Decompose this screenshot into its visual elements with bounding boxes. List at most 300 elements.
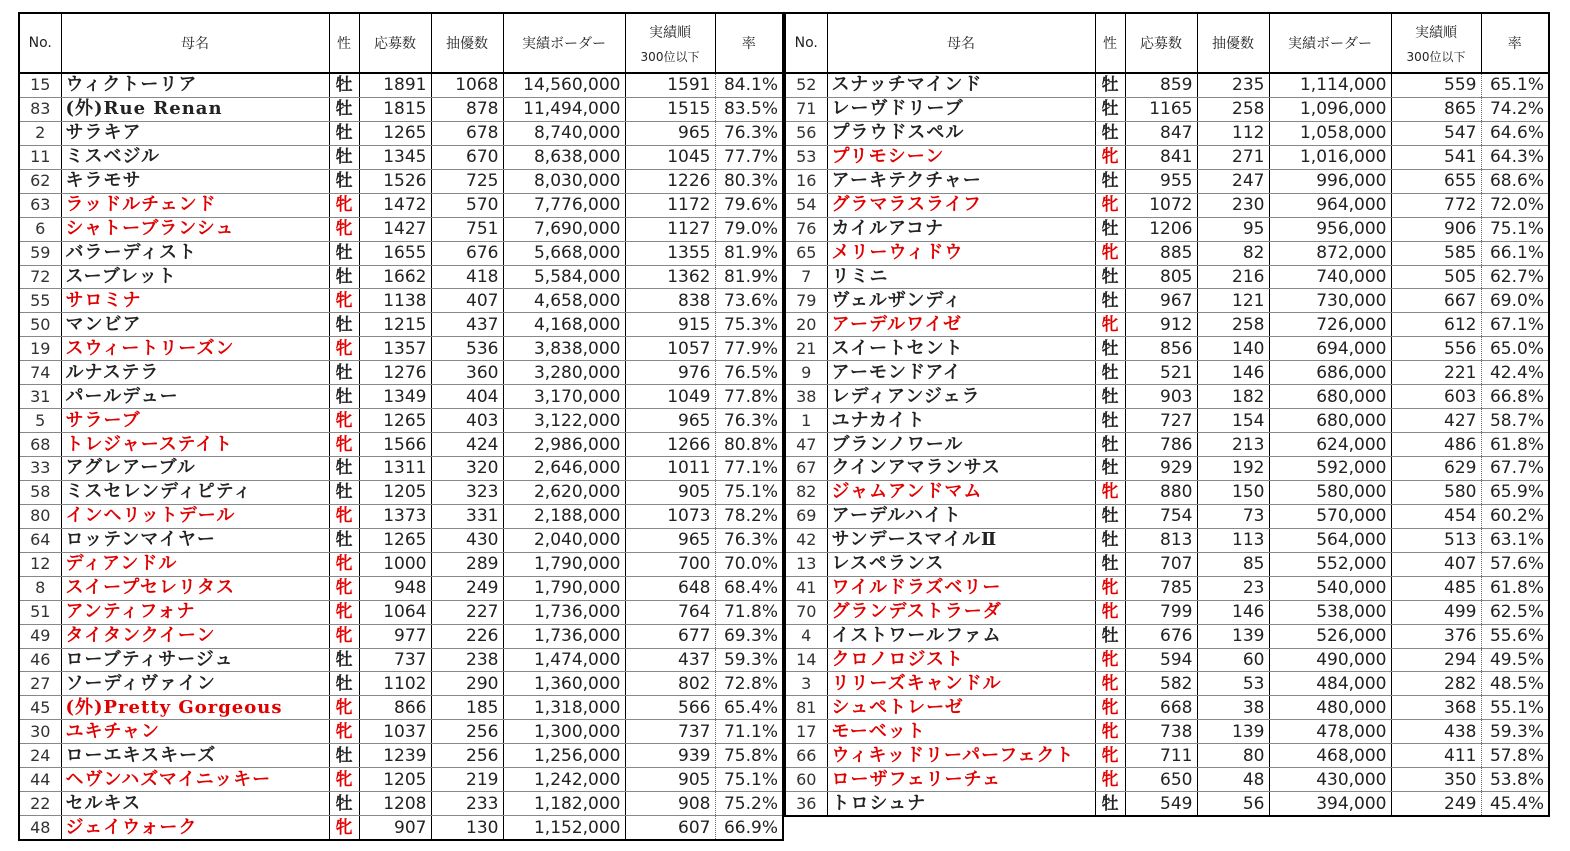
cell-rank: 1057 [625,337,715,361]
cell-sex: 牝 [329,337,359,361]
table-row [785,265,1549,289]
cell-drawn: 418 [431,265,503,289]
cell-drawn: 331 [431,504,503,528]
cell-sex: 牝 [1095,744,1125,768]
cell-rank: 1011 [625,457,715,481]
cell-applicants: 977 [359,624,431,648]
cell-rate: 60.2% [1481,504,1549,528]
header-name: 母名 [61,13,329,73]
cell-drawn: 95 [1197,217,1269,241]
cell-sex: 牝 [1095,313,1125,337]
cell-mare-name: アーデルハイト [827,504,1095,528]
cell-border: 8,030,000 [503,169,625,193]
cell-no: 64 [19,528,61,552]
table-row [785,313,1549,337]
cell-rank: 915 [625,313,715,337]
cell-drawn: 407 [431,289,503,313]
cell-border: 680,000 [1269,385,1391,409]
cell-rank: 976 [625,361,715,385]
table-row [785,576,1549,600]
header-rank-label: 実績順 [649,24,691,41]
header-border: 実績ボーダー [503,13,625,73]
cell-border: 7,776,000 [503,193,625,217]
cell-no: 81 [785,696,827,720]
cell-applicants: 1265 [359,528,431,552]
cell-border: 564,000 [1269,528,1391,552]
cell-no: 42 [785,528,827,552]
cell-rate: 67.7% [1481,457,1549,481]
cell-applicants: 1037 [359,720,431,744]
cell-rank: 566 [625,696,715,720]
cell-no: 4 [785,624,827,648]
header-sex: 性 [329,13,359,73]
cell-mare-name: ユナカイト [827,409,1095,433]
cell-mare-name: レディアンジェラ [827,385,1095,409]
cell-border: 964,000 [1269,193,1391,217]
cell-no: 38 [785,385,827,409]
cell-rank: 965 [625,409,715,433]
cell-drawn: 238 [431,648,503,672]
cell-sex: 牡 [1095,169,1125,193]
cell-border: 1,242,000 [503,768,625,792]
cell-sex: 牡 [329,265,359,289]
cell-sex: 牡 [1095,433,1125,457]
cell-drawn: 23 [1197,576,1269,600]
cell-drawn: 38 [1197,696,1269,720]
cell-no: 12 [19,552,61,576]
cell-sex: 牝 [1095,696,1125,720]
cell-drawn: 150 [1197,480,1269,504]
table-row [19,265,783,289]
cell-rate: 65.0% [1481,337,1549,361]
cell-rank: 368 [1391,696,1481,720]
cell-drawn: 235 [1197,73,1269,97]
cell-mare-name: インヘリットデール [61,504,329,528]
cell-border: 5,668,000 [503,241,625,265]
cell-no: 21 [785,337,827,361]
cell-border: 592,000 [1269,457,1391,481]
cell-rate: 80.8% [715,433,783,457]
cell-rate: 66.9% [723,817,778,838]
cell-mare-name: ジェイウォーク [61,816,329,840]
cell-applicants: 594 [1125,648,1197,672]
cell-rank: 1049 [625,385,715,409]
cell-mare-name: ローエキスキーズ [61,744,329,768]
cell-rate: 68.4% [715,576,783,600]
cell-sex: 牝 [329,696,359,720]
cell-border: 1,016,000 [1269,145,1391,169]
table-row [19,624,783,648]
cell-mare-name: スイートセント [827,337,1095,361]
cell-mare-name: レスペランス [827,552,1095,576]
cell-sex: 牡 [329,241,359,265]
cell-applicants: 967 [1125,289,1197,313]
cell-mare-name: プラウドスペル [827,121,1095,145]
cell-applicants: 785 [1125,576,1197,600]
cell-mare-name: トレジャーステイト [61,433,329,457]
cell-rank: 499 [1391,600,1481,624]
cell-sex: 牝 [1095,768,1125,792]
cell-rank: 700 [625,552,715,576]
cell-rate: 65.1% [1481,73,1549,97]
table-row [19,600,783,624]
cell-rate: 66.8% [1481,385,1549,409]
cell-rank: 865 [1391,97,1481,121]
cell-no: 48 [19,816,61,840]
cell-no: 3 [785,672,827,696]
cell-no: 62 [19,169,61,193]
cell-sex: 牡 [329,457,359,481]
cell-mare-name: メリーウィドウ [827,241,1095,265]
cell-sex: 牡 [1095,265,1125,289]
cell-border: 3,280,000 [503,361,625,385]
cell-applicants: 1239 [359,744,431,768]
cell-rank: 437 [625,648,715,672]
table-row [785,97,1549,121]
cell-applicants: 1891 [359,73,431,97]
cell-rate: 55.1% [1481,696,1549,720]
cell-rate: 83.5% [715,97,783,121]
table-row [19,504,783,528]
cell-mare-name: ワイルドラズベリー [827,576,1095,600]
cell-rank: 1045 [625,145,715,169]
cell-border: 2,040,000 [503,528,625,552]
cell-rank: 486 [1391,433,1481,457]
cell-rank: 541 [1391,145,1481,169]
cell-sex: 牝 [329,289,359,313]
cell-no: 65 [785,241,827,265]
cell-rank: 1355 [625,241,715,265]
cell-drawn: 60 [1197,648,1269,672]
cell-sex: 牡 [329,792,359,816]
cell-drawn: 404 [431,385,503,409]
header-rank-sub: 300位以下 [640,49,700,64]
cell-mare-name: ジャムアンドマム [827,480,1095,504]
table-row [19,528,783,552]
cell-border: 526,000 [1269,624,1391,648]
cell-applicants: 737 [359,648,431,672]
cell-applicants: 880 [1125,480,1197,504]
cell-sex: 牡 [1095,385,1125,409]
cell-no: 58 [19,480,61,504]
table-row [785,792,1549,816]
header-sex: 性 [1095,13,1125,73]
cell-sex: 牡 [329,672,359,696]
cell-mare-name: ルナステラ [61,361,329,385]
cell-rate: 76.3% [715,121,783,145]
cell-rate: 77.7% [715,145,783,169]
cell-border: 1,256,000 [503,744,625,768]
cell-no: 82 [785,480,827,504]
cell-no: 63 [19,193,61,217]
cell-rate: 48.5% [1481,672,1549,696]
header-no: No. [785,13,827,73]
cell-applicants: 1215 [359,313,431,337]
cell-border: 1,318,000 [503,696,625,720]
cell-applicants: 929 [1125,457,1197,481]
table-row [19,97,783,121]
table-row [19,289,783,313]
cell-drawn: 112 [1197,121,1269,145]
cell-border: 3,838,000 [503,337,625,361]
cell-sex: 牡 [329,145,359,169]
cell-mare-name: セルキス [61,792,329,816]
cell-drawn: 323 [431,480,503,504]
cell-mare-name: スイープセレリタス [61,576,329,600]
cell-no: 7 [785,265,827,289]
cell-sex: 牝 [329,217,359,241]
cell-sex: 牡 [1095,217,1125,241]
cell-mare-name: サロミナ [61,289,329,313]
cell-drawn: 73 [1197,504,1269,528]
cell-drawn: 219 [431,768,503,792]
cell-mare-name: ブランノワール [827,433,1095,457]
cell-rate: 77.1% [715,457,783,481]
table-row [785,361,1549,385]
cell-drawn: 121 [1197,289,1269,313]
cell-applicants: 1064 [359,600,431,624]
cell-border: 872,000 [1269,241,1391,265]
cell-applicants: 1472 [359,193,431,217]
cell-mare-name: グラマラスライフ [827,193,1095,217]
cell-sex: 牝 [329,816,359,840]
cell-drawn: 670 [431,145,503,169]
cell-border: 570,000 [1269,504,1391,528]
cell-sex: 牡 [1095,121,1125,145]
table-row [19,433,783,457]
cell-border: 5,584,000 [503,265,625,289]
cell-applicants: 1206 [1125,217,1197,241]
cell-rate: 80.3% [715,169,783,193]
cell-border: 996,000 [1269,169,1391,193]
cell-rank: 556 [1391,337,1481,361]
cell-mare-name: リリーズキャンドル [827,672,1095,696]
cell-sex: 牝 [329,768,359,792]
table-row [19,576,783,600]
cell-applicants: 847 [1125,121,1197,145]
cell-rank: 667 [1391,289,1481,313]
cell-mare-name: (外)Pretty Gorgeous [61,696,329,720]
cell-mare-name: レーヴドリーブ [827,97,1095,121]
header-rank [1391,13,1481,73]
cell-drawn: 139 [1197,720,1269,744]
cell-rate: 77.9% [715,337,783,361]
cell-no: 27 [19,672,61,696]
table-body-left [19,73,783,840]
cell-drawn: 751 [431,217,503,241]
cell-drawn: 1068 [431,73,503,97]
cell-mare-name: リミニ [827,265,1095,289]
cell-mare-name: カイルアコナ [827,217,1095,241]
table-row [785,672,1549,696]
cell-no: 47 [785,433,827,457]
cell-rate: 70.0% [715,552,783,576]
table-row [19,720,783,744]
header-drawn: 抽優数 [431,13,503,73]
cell-mare-name: プリモシーン [827,145,1095,169]
cell-mare-name: キラモサ [61,169,329,193]
cell-rank: 1591 [625,73,715,97]
table-row [19,457,783,481]
cell-applicants: 650 [1125,768,1197,792]
cell-rate: 45.4% [1489,793,1544,814]
cell-border: 1,152,000 [503,816,625,840]
cell-drawn: 185 [431,696,503,720]
cell-rate: 76.5% [715,361,783,385]
cell-applicants: 805 [1125,265,1197,289]
cell-no: 66 [785,744,827,768]
cell-rate: 78.2% [715,504,783,528]
cell-rank: 559 [1391,73,1481,97]
cell-rank: 629 [1391,457,1481,481]
cell-mare-name: ローザフェリーチェ [827,768,1095,792]
cell-mare-name: シュペトレーゼ [827,696,1095,720]
cell-no: 9 [785,361,827,385]
cell-rate: 55.6% [1481,624,1549,648]
cell-rank: 282 [1391,672,1481,696]
cell-rate: 81.9% [715,265,783,289]
cell-sex: 牡 [1095,624,1125,648]
cell-no: 80 [19,504,61,528]
results-table-left [18,12,784,841]
cell-rank: 427 [1391,409,1481,433]
cell-no: 76 [785,217,827,241]
table-row [785,145,1549,169]
cell-applicants: 1205 [359,768,431,792]
cell-rank: 908 [625,792,715,816]
cell-no: 79 [785,289,827,313]
cell-rank: 438 [1391,720,1481,744]
cell-mare-name: スウィートリーズン [61,337,329,361]
cell-rate: 62.7% [1481,265,1549,289]
cell-sex: 牝 [1095,600,1125,624]
table-row [19,744,783,768]
cell-applicants: 727 [1125,409,1197,433]
table-row [785,409,1549,433]
cell-sex: 牡 [329,361,359,385]
cell-rate: 76.3% [715,409,783,433]
cell-applicants: 1000 [359,552,431,576]
cell-drawn: 85 [1197,552,1269,576]
cell-no: 24 [19,744,61,768]
cell-applicants: 841 [1125,145,1197,169]
cell-no: 30 [19,720,61,744]
cell-sex: 牝 [329,576,359,600]
cell-rate: 61.8% [1481,576,1549,600]
table-row [19,552,783,576]
cell-border: 1,096,000 [1269,97,1391,121]
cell-rate: 75.3% [715,313,783,337]
cell-mare-name: ミスセレンディピティ [61,480,329,504]
cell-applicants: 786 [1125,433,1197,457]
cell-rate: 72.8% [715,672,783,696]
cell-drawn: 192 [1197,457,1269,481]
cell-sex: 牝 [1095,648,1125,672]
cell-mare-name: ヴェルザンディ [827,289,1095,313]
cell-applicants: 1349 [359,385,431,409]
cell-rate: 67.1% [1481,313,1549,337]
cell-border: 1,300,000 [503,720,625,744]
cell-border: 624,000 [1269,433,1391,457]
cell-rate: 76.3% [715,528,783,552]
table-row [785,457,1549,481]
cell-drawn: 139 [1197,624,1269,648]
cell-sex: 牝 [329,552,359,576]
cell-border: 3,170,000 [503,385,625,409]
cell-sex: 牡 [1095,337,1125,361]
cell-rate: 62.5% [1481,600,1549,624]
cell-mare-name: ソーディヴァイン [61,672,329,696]
cell-drawn: 360 [431,361,503,385]
cell-rate: 53.8% [1481,768,1549,792]
cell-border: 2,986,000 [503,433,625,457]
cell-mare-name: サラキア [61,121,329,145]
cell-sex: 牡 [329,169,359,193]
cell-rank: 905 [625,768,715,792]
cell-applicants: 521 [1125,361,1197,385]
cell-sex: 牝 [329,433,359,457]
cell-applicants: 582 [1125,672,1197,696]
cell-no: 19 [19,337,61,361]
table-row [785,480,1549,504]
cell-sex: 牝 [329,409,359,433]
cell-rate: 75.2% [715,792,783,816]
cell-applicants: 1208 [359,792,431,816]
cell-applicants: 549 [1125,792,1197,816]
cell-no: 53 [785,145,827,169]
cell-drawn: 256 [431,744,503,768]
cell-no: 36 [785,792,827,816]
cell-rate: 42.4% [1481,361,1549,385]
cell-rate: 75.8% [715,744,783,768]
cell-rank: 737 [625,720,715,744]
table-row [785,768,1549,792]
cell-mare-name: ヘヴンハズマイニッキー [61,768,329,792]
cell-sex: 牡 [1095,73,1125,97]
cell-drawn: 256 [431,720,503,744]
cell-rank: 485 [1391,576,1481,600]
cell-sex: 牝 [329,193,359,217]
cell-drawn: 258 [1197,97,1269,121]
cell-rate: 79.6% [715,193,783,217]
cell-mare-name: バラーディスト [61,241,329,265]
cell-mare-name: クロノロジスト [827,648,1095,672]
table-row [785,121,1549,145]
cell-applicants: 885 [1125,241,1197,265]
table-row [785,624,1549,648]
table-row [19,169,783,193]
cell-rank: 407 [1391,552,1481,576]
cell-no: 5 [19,409,61,433]
cell-drawn: 290 [431,672,503,696]
table-row [785,552,1549,576]
cell-sex: 牡 [329,744,359,768]
cell-applicants: 856 [1125,337,1197,361]
cell-rank: 677 [625,624,715,648]
cell-rate: 59.3% [715,648,783,672]
cell-no: 46 [19,648,61,672]
cell-applicants: 948 [359,576,431,600]
cell-no: 70 [785,600,827,624]
cell-applicants: 1815 [359,97,431,121]
cell-mare-name: タイタンクイーン [61,624,329,648]
cell-mare-name: グランデストラーダ [827,600,1095,624]
cell-no: 51 [19,600,61,624]
table-row [19,792,783,816]
cell-rate: 73.6% [715,289,783,313]
cell-border: 394,000 [1269,792,1391,816]
cell-no: 15 [19,73,61,97]
